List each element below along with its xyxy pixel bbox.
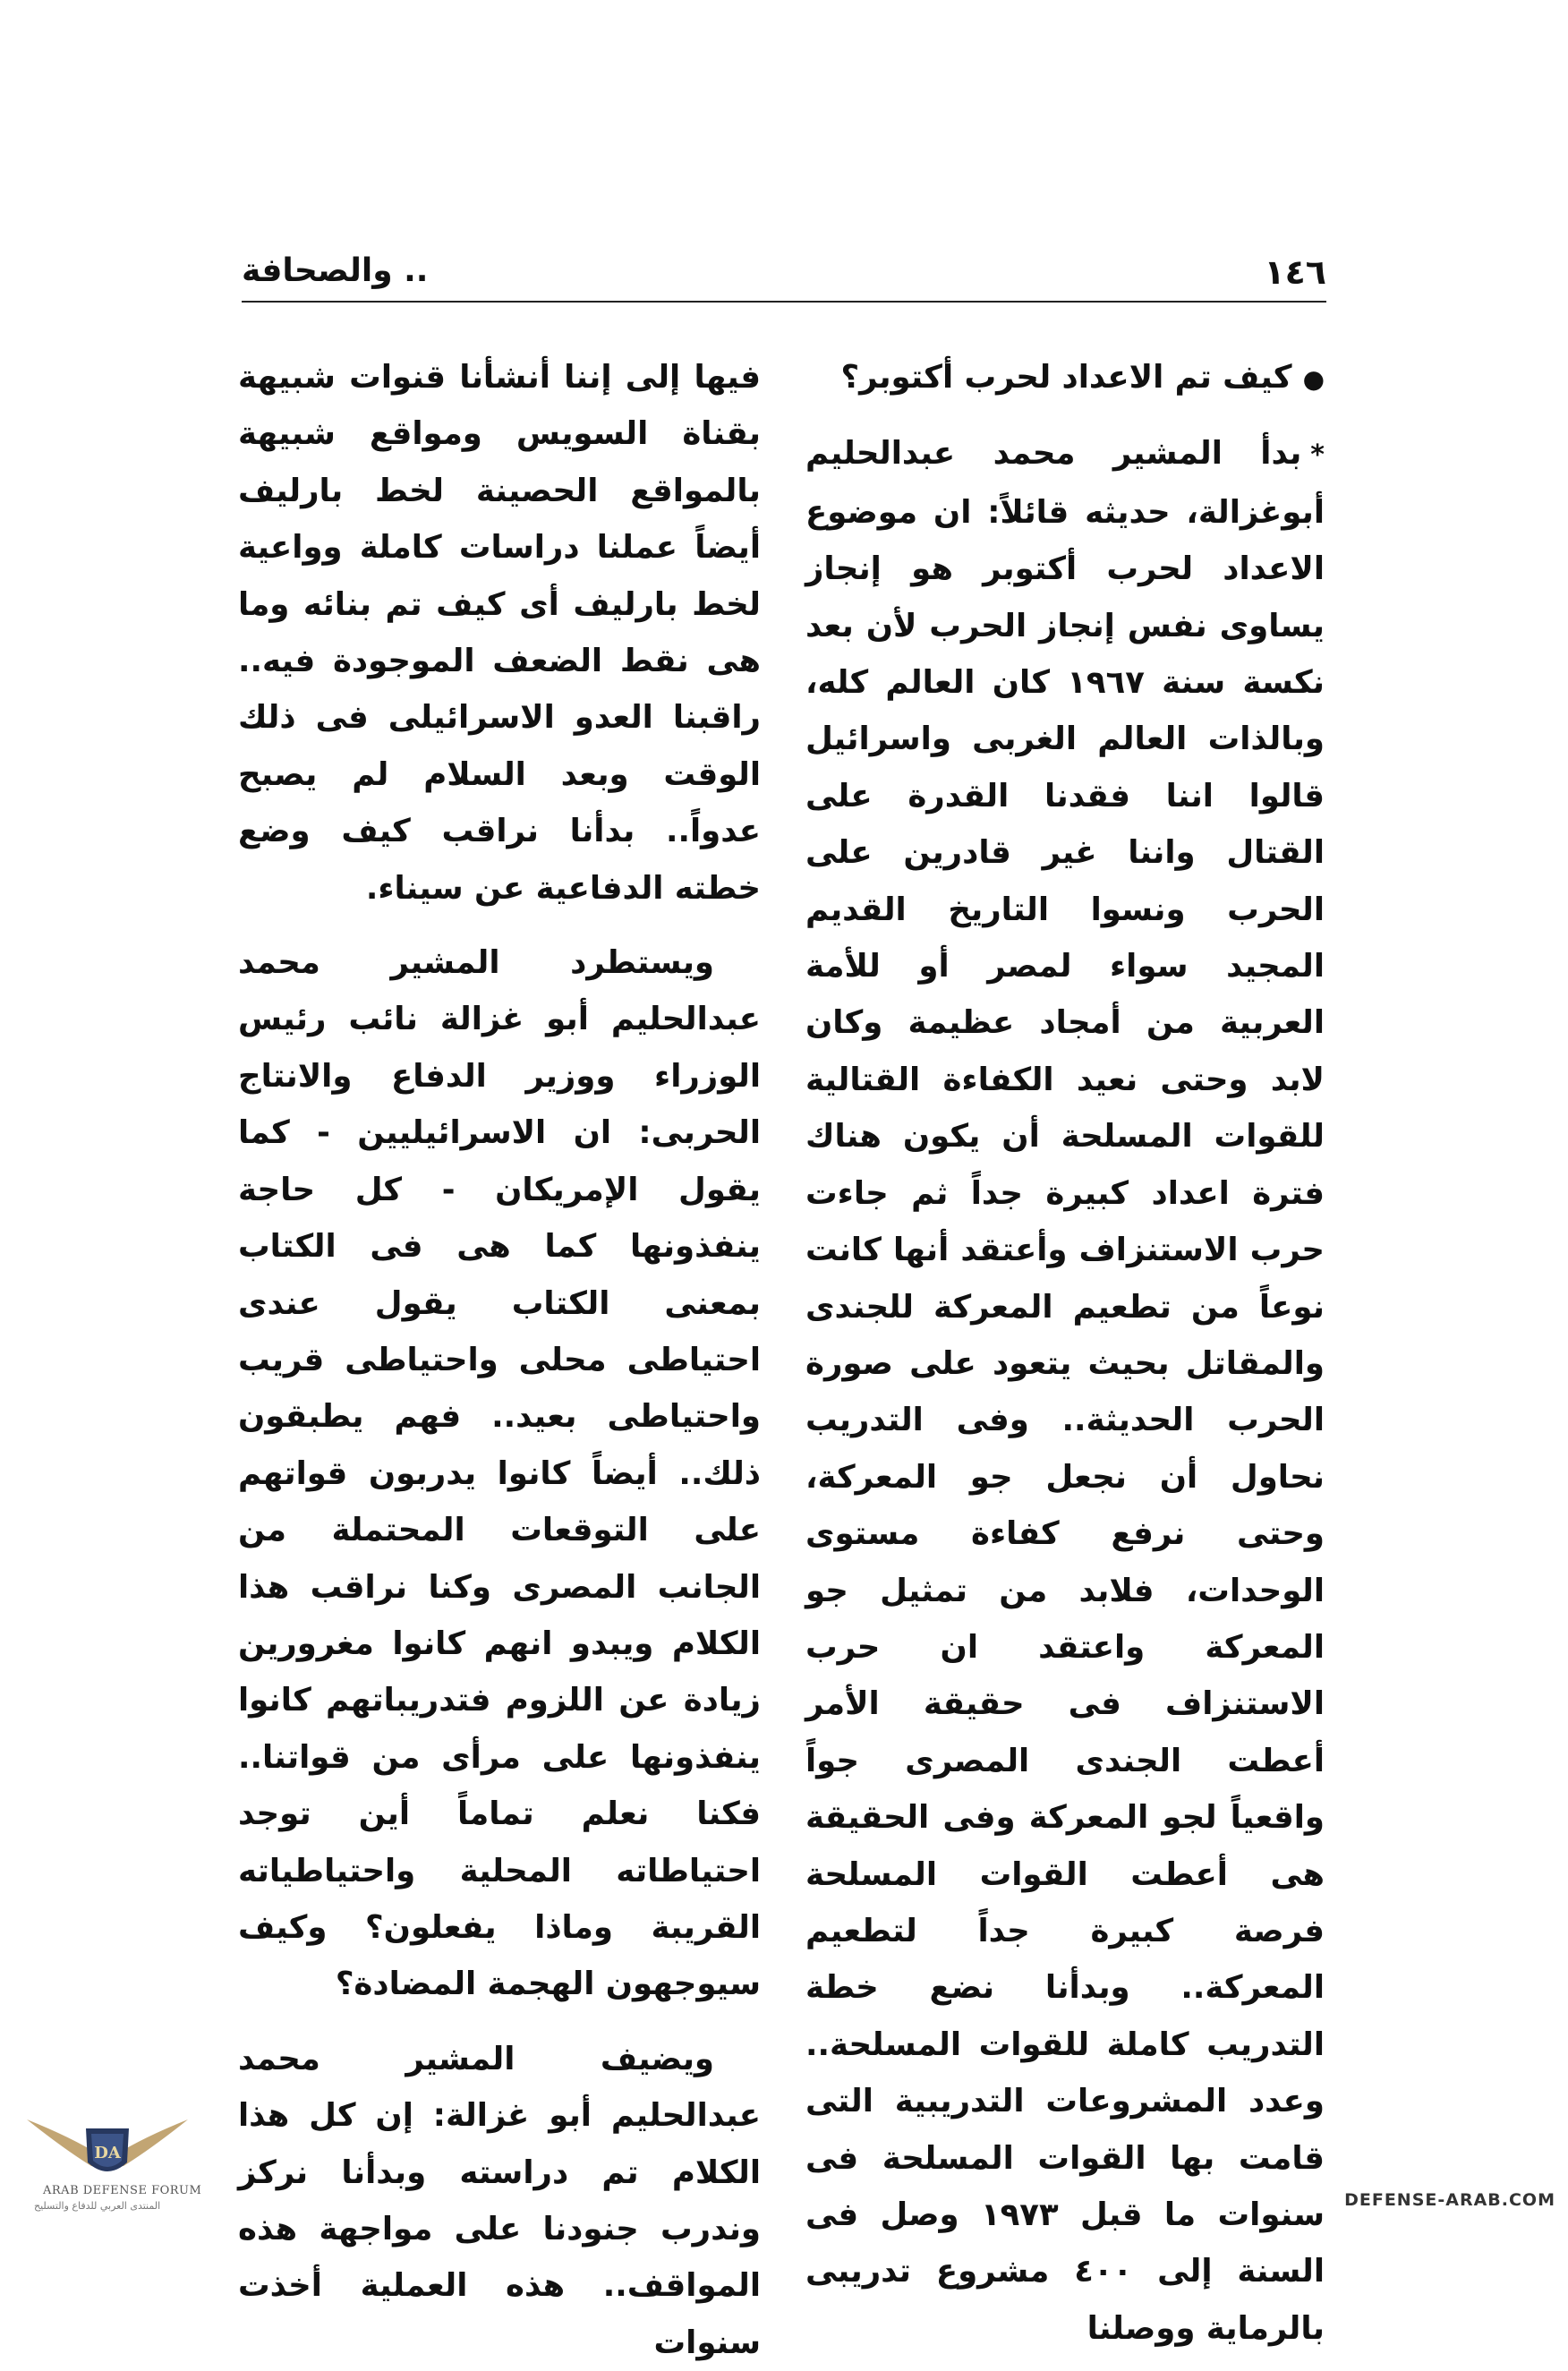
answer-text: بدأ المشير محمد عبدالحليم أبوغزالة، حديثه قائلاً: ان موضوع الاعداد لحرب أكتوبر هو إنجاز يساوى نفس إنجاز الحرب لأن بعد نكسة سنة ١٩٦٧ كان العالم كله، وبالذات العالم الغربى واسرائيل قالوا اننا فقدنا القدرة على القتال واننا غير قادرين على الحرب ونسوا التاريخ القديم المجيد سواء لمصر أو للأمة العربية من أمجاد عظيمة وكان لابد وحتى نعيد الكفاءة القتالية للقوات المسلحة أن يكون هناك فترة اعداد كبيرة جداً ثم جاءت حرب الاستنزاف وأعتقد أنها كانت نوعاً من تطعيم المعركة للجندى والمقاتل بحيث يتعود على صورة الحرب الحديثة.. وفى التدريب نحاول أن نجعل جو المعركة، وحتى نرفع كفاءة مستوى الوحدات، فلابد من تمثيل جو المعركة واعتقد ان حرب الاستنزاف فى حقيقة الأمر أعطت الجندى المصرى جواً واقعياً لجو المعركة وفى الحقيقة هى أعطت القوات المسلحة فرصة كبيرة جداً لتطعيم المعركة.. وبدأنا نضع خطة التدريب كاملة للقوات المسلحة.. وعدد المشروعات التدريبية التى قامت بها القوات المسلحة فى سنوات ما قبل ١٩٧٣ وصل فى السنة إلى ٤٠٠ مشروع تدريبى بالرماية ووصلنا [805,435,1325,2347]
forum-logo-icon [18,2093,197,2218]
logo-name: ARAB DEFENSE FORUM [43,2184,202,2197]
running-title: .. والصحافة [242,252,429,289]
page-number: ١٤٦ [1264,252,1326,292]
logo-initials: DA [94,2144,121,2162]
right-column [805,349,1325,2357]
asterisk-icon: * [1310,439,1325,472]
left-column [238,349,761,2371]
bullet-icon: ● [1302,364,1325,394]
site-watermark: DEFENSE-ARAB.COM [1344,2190,1555,2210]
question-text: كيف تم الاعداد لحرب أكتوبر؟ [840,359,1292,396]
body-paragraph: فيها إلى إننا أنشأنا قنوات شبيهة بقناة السويس ومواقع شبيهة بالمواقع الحصينة لخط بارليف أيضاً عملنا دراسات كاملة وواعية لخط بارليف أى كيف تم بنائه وما هى نقط الضعف الموجودة فيه.. راقبنا العدو الاسرائيلى فى ذلك الوقت وبعد السلام لم يصبح عدواً.. بدأنا نراقب كيف وضع خطته الدفاعية عن سيناء. [238,359,761,907]
header-rule [242,301,1326,303]
page-header [242,252,1326,299]
body-paragraph: ويستطرد المشير محمد عبدالحليم أبو غزالة نائب رئيس الوزراء ووزير الدفاع والانتاج الحربى: ان الاسرائيليين - كما يقول الإمريكان - كل حاجة ينفذونها كما هى فى الكتاب بمعنى الكتاب يقول عندى احتياطى محلى واحتياطى قريب واحتياطى بعيد.. فهم يطبقون ذلك.. أيضاً كانوا يدربون قواتهم على التوقعات المحتملة من الجانب المصرى وكنا نراقب هذا الكلام ويبدو انهم كانوا مغرورين زيادة عن اللزوم فتدريباتهم كانوا ينفذونها على مرأى من قواتنا.. فكنا نعلم تماماً أين توجد احتياطاته المحلية واحتياطياته القريبة وماذا يفعلون؟ وكيف سيوجهون الهجمة المضادة؟ [238,944,761,2003]
answer-paragraph [805,425,1325,2357]
logo-arabic-name: المنتدى العربي للدفاع والتسليح [34,2200,161,2212]
body-paragraph: ويضيف المشير محمد عبدالحليم أبو غزالة: إن كل هذا الكلام تم دراسته وبدأنا نركز وندرب جنودنا على مواجهة هذه المواقف.. هذه العملية أخذت سنوات [238,2040,761,2361]
question-paragraph [805,349,1325,407]
